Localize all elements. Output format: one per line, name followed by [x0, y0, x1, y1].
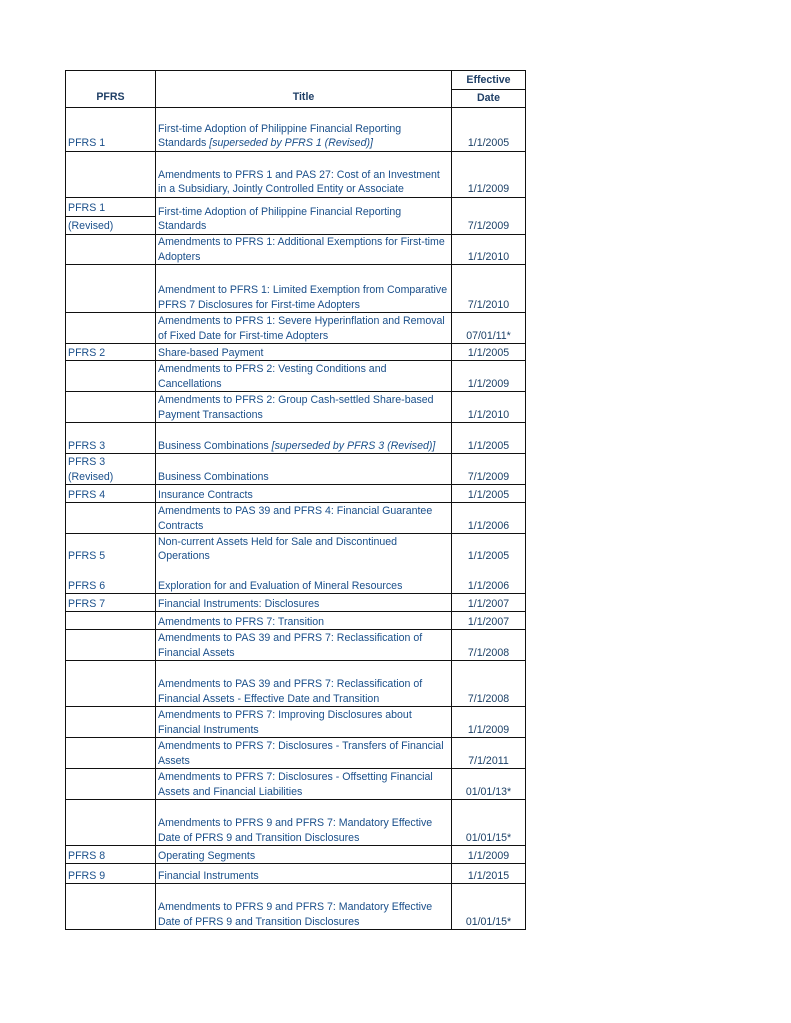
table-row	[66, 534, 526, 564]
pfrs-cell: PFRS 2	[66, 344, 156, 361]
title-cell: Share-based Payment	[156, 344, 452, 361]
date-cell: 1/1/2005	[452, 108, 526, 152]
table-row	[66, 707, 526, 738]
date-cell: 1/1/2006	[452, 503, 526, 534]
pfrs-cell	[66, 707, 156, 738]
superseded-note: [superseded by PFRS 3 (Revised)]	[271, 439, 436, 452]
pfrs-cell: PFRS 8	[66, 846, 156, 864]
date-cell: 7/1/2008	[452, 661, 526, 707]
date-cell: 1/1/2005	[452, 534, 526, 564]
table-row	[66, 454, 526, 485]
title-cell: Financial Instruments	[156, 864, 452, 884]
table-row	[66, 265, 526, 313]
table-row	[66, 738, 526, 769]
date-cell: 01/01/15*	[452, 884, 526, 930]
pfrs-cell	[66, 235, 156, 265]
title-cell: Amendments to PAS 39 and PFRS 4: Financial Guarantee Contracts	[156, 503, 452, 534]
table-row	[66, 564, 526, 594]
pfrs-cell: PFRS 3 (Revised)	[66, 454, 156, 485]
table-row	[66, 503, 526, 534]
table-row	[66, 485, 526, 503]
date-cell: 1/1/2010	[452, 392, 526, 423]
title-cell: Amendments to PFRS 9 and PFRS 7: Mandatory Effective Date of PFRS 9 and Transition Disclosures	[156, 800, 452, 846]
title-cell: Financial Instruments: Disclosures	[156, 594, 452, 612]
table-row	[66, 423, 526, 454]
pfrs-cell	[66, 800, 156, 846]
pfrs-cell: PFRS 1	[66, 108, 156, 152]
table-row	[66, 884, 526, 930]
pfrs-cell: PFRS 5	[66, 534, 156, 564]
pfrs-cell: PFRS 9	[66, 864, 156, 884]
pfrs-cell	[66, 630, 156, 661]
title-cell: Amendments to PFRS 7: Disclosures - Transfers of Financial Assets	[156, 738, 452, 769]
pfrs-cell: PFRS 3	[66, 423, 156, 454]
title-cell: Amendments to PFRS 2: Group Cash-settled Share-based Payment Transactions	[156, 392, 452, 423]
pfrs-cell	[66, 392, 156, 423]
title-cell: Operating Segments	[156, 846, 452, 864]
title-cell: Amendments to PFRS 7: Improving Disclosures about Financial Instruments	[156, 707, 452, 738]
table-header	[66, 71, 526, 108]
pfrs-cell	[66, 361, 156, 392]
pfrs-cell	[66, 313, 156, 344]
header-pfrs: PFRS	[66, 71, 156, 108]
pfrs-cell	[66, 503, 156, 534]
table-row	[66, 361, 526, 392]
date-cell: 7/1/2011	[452, 738, 526, 769]
title-cell: Amendments to PFRS 9 and PFRS 7: Mandatory Effective Date of PFRS 9 and Transition Disclosures	[156, 884, 452, 930]
date-cell: 01/01/13*	[452, 769, 526, 800]
table-row	[66, 661, 526, 707]
pfrs-cell	[66, 265, 156, 313]
date-cell: 1/1/2009	[452, 707, 526, 738]
table-row	[66, 612, 526, 630]
date-cell: 1/1/2010	[452, 235, 526, 265]
title-cell: Exploration for and Evaluation of Mineral Resources	[156, 564, 452, 594]
title-cell: Amendments to PAS 39 and PFRS 7: Reclassification of Financial Assets - Effective Date and Transition	[156, 661, 452, 707]
title-cell: First-time Adoption of Philippine Financial Reporting Standards	[156, 198, 452, 235]
table-row	[66, 152, 526, 198]
pfrs-cell: PFRS 6	[66, 564, 156, 594]
date-cell: 7/1/2009	[452, 454, 526, 485]
header-effective: Effective	[452, 71, 526, 90]
date-cell: 7/1/2009	[452, 198, 526, 235]
pfrs-cell	[66, 884, 156, 930]
pfrs-cell	[66, 769, 156, 800]
title-cell: Non-current Assets Held for Sale and Discontinued Operations	[156, 534, 452, 564]
date-cell: 1/1/2015	[452, 864, 526, 884]
title-cell: Amendments to PAS 39 and PFRS 7: Reclassification of Financial Assets	[156, 630, 452, 661]
date-cell: 1/1/2007	[452, 594, 526, 612]
title-cell: Business Combinations	[156, 454, 452, 485]
date-cell: 1/1/2005	[452, 423, 526, 454]
pfrs-cell	[66, 152, 156, 198]
date-cell: 7/1/2008	[452, 630, 526, 661]
date-cell: 07/01/11*	[452, 313, 526, 344]
pfrs-cell	[66, 661, 156, 707]
table-row	[66, 198, 526, 217]
table-row	[66, 630, 526, 661]
date-cell: 1/1/2009	[452, 361, 526, 392]
header-title: Title	[156, 71, 452, 108]
title-cell	[156, 423, 452, 454]
pfrs-cell-revised: (Revised)	[66, 217, 156, 235]
title-cell: Amendments to PFRS 7: Transition	[156, 612, 452, 630]
pfrs-cell: PFRS 1	[66, 198, 156, 217]
title-cell: Amendments to PFRS 1 and PAS 27: Cost of an Investment in a Subsidiary, Jointly Controlled Entity or Associate	[156, 152, 452, 198]
table-row	[66, 108, 526, 152]
title-cell: Insurance Contracts	[156, 485, 452, 503]
title-cell: Amendment to PFRS 1: Limited Exemption from Comparative PFRS 7 Disclosures for First-time Adopters	[156, 265, 452, 313]
title-text: First-time Adoption of Philippine Financial Reporting Standards	[158, 122, 402, 150]
table-row	[66, 313, 526, 344]
table-row	[66, 594, 526, 612]
date-cell: 01/01/15*	[452, 800, 526, 846]
date-cell: 1/1/2005	[452, 344, 526, 361]
table-row	[66, 864, 526, 884]
pfrs-cell: PFRS 7	[66, 594, 156, 612]
pfrs-cell	[66, 738, 156, 769]
table-row	[66, 392, 526, 423]
date-cell: 1/1/2007	[452, 612, 526, 630]
title-text: Business Combinations	[158, 439, 272, 452]
pfrs-cell: PFRS 4	[66, 485, 156, 503]
table-row	[66, 846, 526, 864]
title-cell	[156, 108, 452, 152]
table-row	[66, 769, 526, 800]
date-cell: 1/1/2009	[452, 846, 526, 864]
title-cell: Amendments to PFRS 1: Severe Hyperinflation and Removal of Fixed Date for First-time Adopters	[156, 313, 452, 344]
table-row	[66, 235, 526, 265]
date-cell: 1/1/2009	[452, 152, 526, 198]
superseded-note: [superseded by PFRS 1 (Revised)]	[209, 137, 373, 150]
title-cell: Amendments to PFRS 2: Vesting Conditions and Cancellations	[156, 361, 452, 392]
title-cell: Amendments to PFRS 7: Disclosures - Offsetting Financial Assets and Financial Liabilities	[156, 769, 452, 800]
date-cell: 1/1/2005	[452, 485, 526, 503]
date-cell: 7/1/2010	[452, 265, 526, 313]
pfrs-cell	[66, 612, 156, 630]
date-cell: 1/1/2006	[452, 564, 526, 594]
title-cell: Amendments to PFRS 1: Additional Exemptions for First-time Adopters	[156, 235, 452, 265]
table-row	[66, 344, 526, 361]
table-row	[66, 800, 526, 846]
pfrs-table	[65, 70, 526, 930]
header-date: Date	[452, 90, 526, 108]
